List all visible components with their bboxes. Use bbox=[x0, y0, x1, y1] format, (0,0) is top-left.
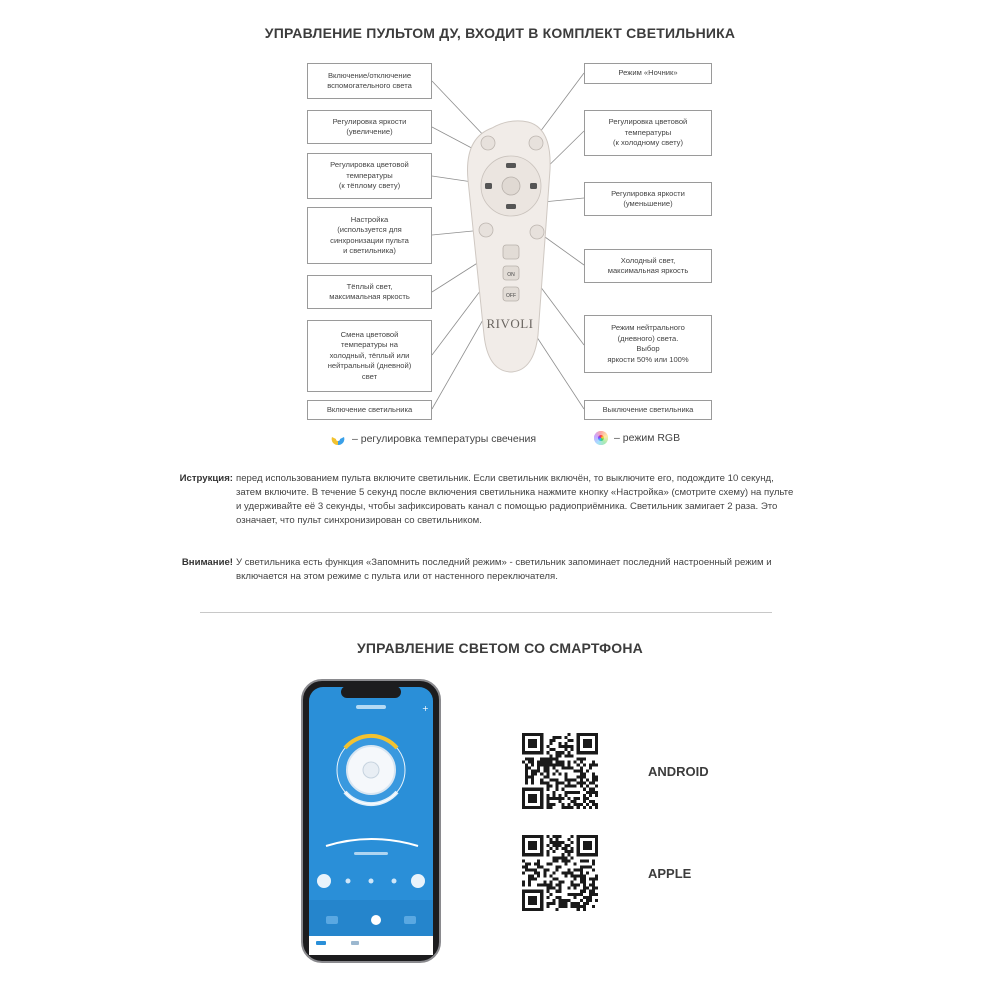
warm-temperature-button bbox=[485, 183, 492, 189]
rgb-icon bbox=[594, 431, 608, 445]
app-tab-profile-icon bbox=[351, 941, 359, 945]
section-divider bbox=[200, 612, 772, 613]
remote-diagram bbox=[0, 0, 1000, 440]
remote-control bbox=[468, 121, 551, 372]
warm-max-button bbox=[479, 223, 493, 237]
callout-warm-temperature: Регулировка цветовой температуры (к тёплому свету) bbox=[307, 153, 432, 199]
remote-brand-logo: RIVOLI bbox=[486, 316, 534, 331]
warning-block bbox=[0, 556, 1000, 590]
color-change-button bbox=[503, 245, 519, 259]
app-bottom-icon-2 bbox=[371, 915, 381, 925]
legend-temperature-text: – регулировка температуры свечения bbox=[352, 433, 537, 445]
cold-max-button bbox=[530, 225, 544, 239]
callout-night-mode: Режим «Ночник» bbox=[584, 63, 712, 84]
legend-temperature bbox=[330, 431, 536, 447]
android-qr-code bbox=[522, 733, 598, 809]
app-mode-icon-2 bbox=[411, 874, 425, 888]
legend-rgb bbox=[594, 431, 680, 445]
app-bottom-icon-3 bbox=[404, 916, 416, 924]
callout-aux-light: Включение/отключение вспомогательного света bbox=[307, 63, 432, 99]
app-tab-home-icon bbox=[316, 941, 326, 945]
aux-light-button bbox=[481, 136, 495, 150]
temperature-icon bbox=[330, 431, 346, 447]
app-bottom-icon-1 bbox=[326, 916, 338, 924]
instructions-block bbox=[0, 472, 1000, 552]
app-add-icon: + bbox=[422, 704, 429, 713]
callout-brightness-up: Регулировка яркости (увеличение) bbox=[307, 110, 432, 144]
instructions-label: Иструкция: bbox=[179, 473, 233, 484]
warning-label: Внимание! bbox=[181, 557, 233, 568]
dpad-center-icon bbox=[502, 177, 520, 195]
smartphone-section-title: УПРАВЛЕНИЕ СВЕТОМ СО СМАРТФОНА bbox=[357, 640, 643, 656]
callout-cold-max: Холодный свет, максимальная яркость bbox=[584, 249, 712, 283]
smartphone-illustration bbox=[296, 678, 446, 968]
callout-cool-temperature: Регулировка цветовой температуры (к холодному свету) bbox=[584, 110, 712, 156]
instructions-text: перед использованием пульта включите светильник. Если светильник включён, то выключите его, подождите 10 секунд, затем включите. В течение 5 секунд после включения светильника нажмите кнопку «Настройка» (смотрите схему) на пульте и удерживайте её 3 секунды, чтобы зафиксировать канал с помощью радиоприёмника. Светильник замигает 2 раза. Это означает, что пульт синхронизирован со светильником. bbox=[236, 473, 794, 526]
phone-notch bbox=[341, 686, 401, 698]
brightness-down-button bbox=[506, 204, 516, 209]
night-mode-button bbox=[529, 136, 543, 150]
callout-light-off: Выключение светильника bbox=[584, 400, 712, 420]
remote-section-title: УПРАВЛЕНИЕ ПУЛЬТОМ ДУ, ВХОДИТ В КОМПЛЕКТ СВЕТИЛЬНИКА bbox=[264, 25, 736, 41]
legend-rgb-text: – режим RGB bbox=[614, 432, 681, 444]
android-label: ANDROID bbox=[648, 764, 709, 779]
cool-temperature-button bbox=[530, 183, 537, 189]
on-button-label: ON bbox=[507, 272, 515, 278]
callout-color-change: Смена цветовой температуры на холодный, тёплый или нейтральный (дневной) свет bbox=[307, 320, 432, 392]
callout-brightness-down: Регулировка яркости (уменьшение) bbox=[584, 182, 712, 216]
app-mode-icon-1 bbox=[317, 874, 331, 888]
off-button-label: OFF bbox=[506, 293, 516, 299]
warning-text: У светильника есть функция «Запомнить последний режим» - светильник запоминает последний настроенный режим и включается на этом режиме с пульта или от настенного переключателя. bbox=[236, 557, 772, 582]
callout-light-on: Включение светильника bbox=[307, 400, 432, 420]
apple-qr-code bbox=[522, 835, 598, 911]
callout-warm-max: Тёплый свет, максимальная яркость bbox=[307, 275, 432, 309]
apple-label: APPLE bbox=[648, 866, 692, 881]
brightness-up-button bbox=[506, 163, 516, 168]
callout-sync-setup: Настройка (используется для синхронизации пульта и светильника) bbox=[307, 207, 432, 264]
callout-neutral-light: Режим нейтрального (дневного) света. Выбор яркости 50% или 100% bbox=[584, 315, 712, 373]
